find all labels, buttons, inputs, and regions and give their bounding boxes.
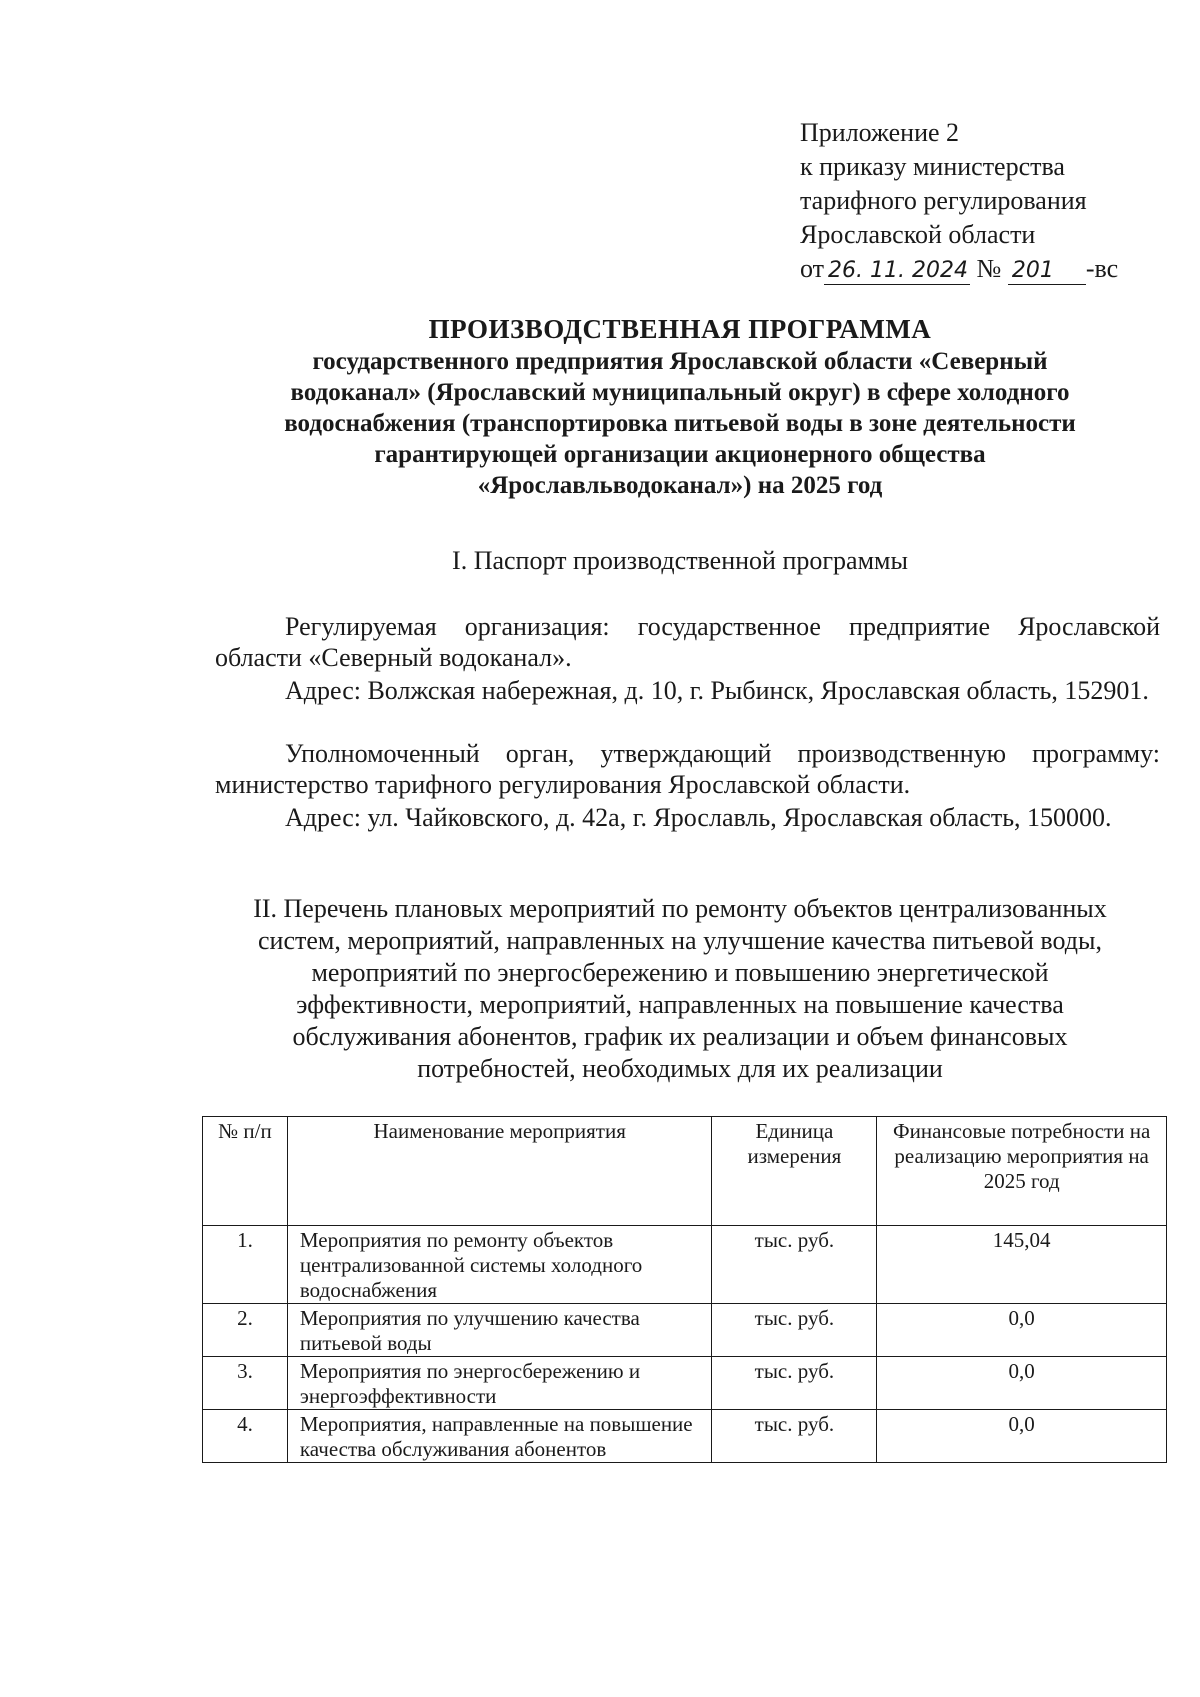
row-value: 0,0	[877, 1304, 1167, 1357]
row-number: 4.	[203, 1410, 288, 1463]
appendix-block	[800, 116, 1118, 286]
row-unit: тыс. руб.	[712, 1226, 877, 1304]
row-number: 1.	[203, 1226, 288, 1304]
header-number: № п/п	[203, 1117, 288, 1226]
order-date-line	[800, 252, 1118, 286]
appendix-line-3: тарифного регулирования	[800, 186, 1087, 215]
appendix-line-1: Приложение 2	[800, 118, 960, 147]
row-unit: тыс. руб.	[712, 1410, 877, 1463]
title-main: ПРОИЗВОДСТВЕННАЯ ПРОГРАММА	[428, 314, 932, 344]
handwritten-date: 26. 11. 2024	[824, 258, 970, 285]
section-2-heading-line-5: обслуживания абонентов, график их реализации и объем финансовых	[292, 1022, 1068, 1051]
header-financial-needs: Финансовые потребности на реализацию мероприятия на 2025 год	[877, 1117, 1167, 1226]
row-unit: тыс. руб.	[712, 1357, 877, 1410]
row-value: 0,0	[877, 1410, 1167, 1463]
section-2-heading-line-2: систем, мероприятий, направленных на улучшение качества питьевой воды,	[258, 926, 1102, 955]
table-row	[203, 1410, 1167, 1463]
table-row	[203, 1357, 1167, 1410]
row-activity-name: Мероприятия по улучшению качества питьевой воды	[287, 1304, 712, 1357]
header-unit: Единица измерения	[712, 1117, 877, 1226]
section-2-heading-line-4: эффективности, мероприятий, направленных на повышение качества	[296, 990, 1064, 1019]
row-activity-name: Мероприятия, направленные на повышение качества обслуживания абонентов	[287, 1410, 712, 1463]
activities-table	[202, 1116, 1167, 1463]
order-suffix: -вс	[1085, 254, 1119, 283]
number-prefix: №	[976, 254, 1002, 283]
row-unit: тыс. руб.	[712, 1304, 877, 1357]
title-line-4: гарантирующей организации акционерного общества	[374, 441, 986, 468]
row-number: 2.	[203, 1304, 288, 1357]
section-2-heading-line-3: мероприятий по энергосбережению и повышению энергетической	[311, 958, 1049, 987]
row-value: 0,0	[877, 1357, 1167, 1410]
handwritten-order-number: 201	[1008, 258, 1086, 285]
header-activity-name: Наименование мероприятия	[287, 1117, 712, 1226]
appendix-line-4: Ярославской области	[800, 220, 1036, 249]
table-header-row	[203, 1117, 1167, 1226]
authorized-body-address-paragraph: Адрес: ул. Чайковского, д. 42а, г. Ярославль, Ярославская область, 150000.	[285, 803, 1112, 832]
section-1-heading: I. Паспорт производственной программы	[452, 546, 908, 575]
section-2-heading-line-1: II. Перечень плановых мероприятий по ремонту объектов централизованных	[253, 894, 1107, 923]
row-value: 145,04	[877, 1226, 1167, 1304]
regulated-organization-paragraph: Регулируемая организация: государственное предприятие Ярославской области «Северный водоканал».	[215, 612, 1160, 672]
organization-address-paragraph: Адрес: Волжская набережная, д. 10, г. Рыбинск, Ярославская область, 152901.	[285, 676, 1149, 705]
table-row	[203, 1304, 1167, 1357]
title-line-2: водоканал» (Ярославский муниципальный округ) в сфере холодного	[290, 379, 1070, 406]
row-activity-name: Мероприятия по ремонту объектов централизованной системы холодного водоснабжения	[287, 1226, 712, 1304]
table-row	[203, 1226, 1167, 1304]
date-prefix: от	[800, 254, 825, 283]
section-2-heading	[200, 893, 1160, 1085]
title-line-5: «Ярославльводоканал») на 2025 год	[477, 472, 883, 499]
authorized-body-paragraph: Уполномоченный орган, утверждающий производственную программу: министерство тарифного регулирования Ярославской области.	[215, 739, 1160, 799]
row-activity-name: Мероприятия по энергосбережению и энергоэффективности	[287, 1357, 712, 1410]
title-line-3: водоснабжения (транспортировка питьевой воды в зоне деятельности	[284, 410, 1076, 437]
section-2-heading-line-6: потребностей, необходимых для их реализации	[417, 1054, 943, 1083]
document-title	[200, 312, 1160, 501]
activities-table-container	[202, 1116, 1167, 1463]
appendix-line-2: к приказу министерства	[800, 152, 1065, 181]
title-line-1: государственного предприятия Ярославской области «Северный	[312, 348, 1048, 375]
row-number: 3.	[203, 1357, 288, 1410]
